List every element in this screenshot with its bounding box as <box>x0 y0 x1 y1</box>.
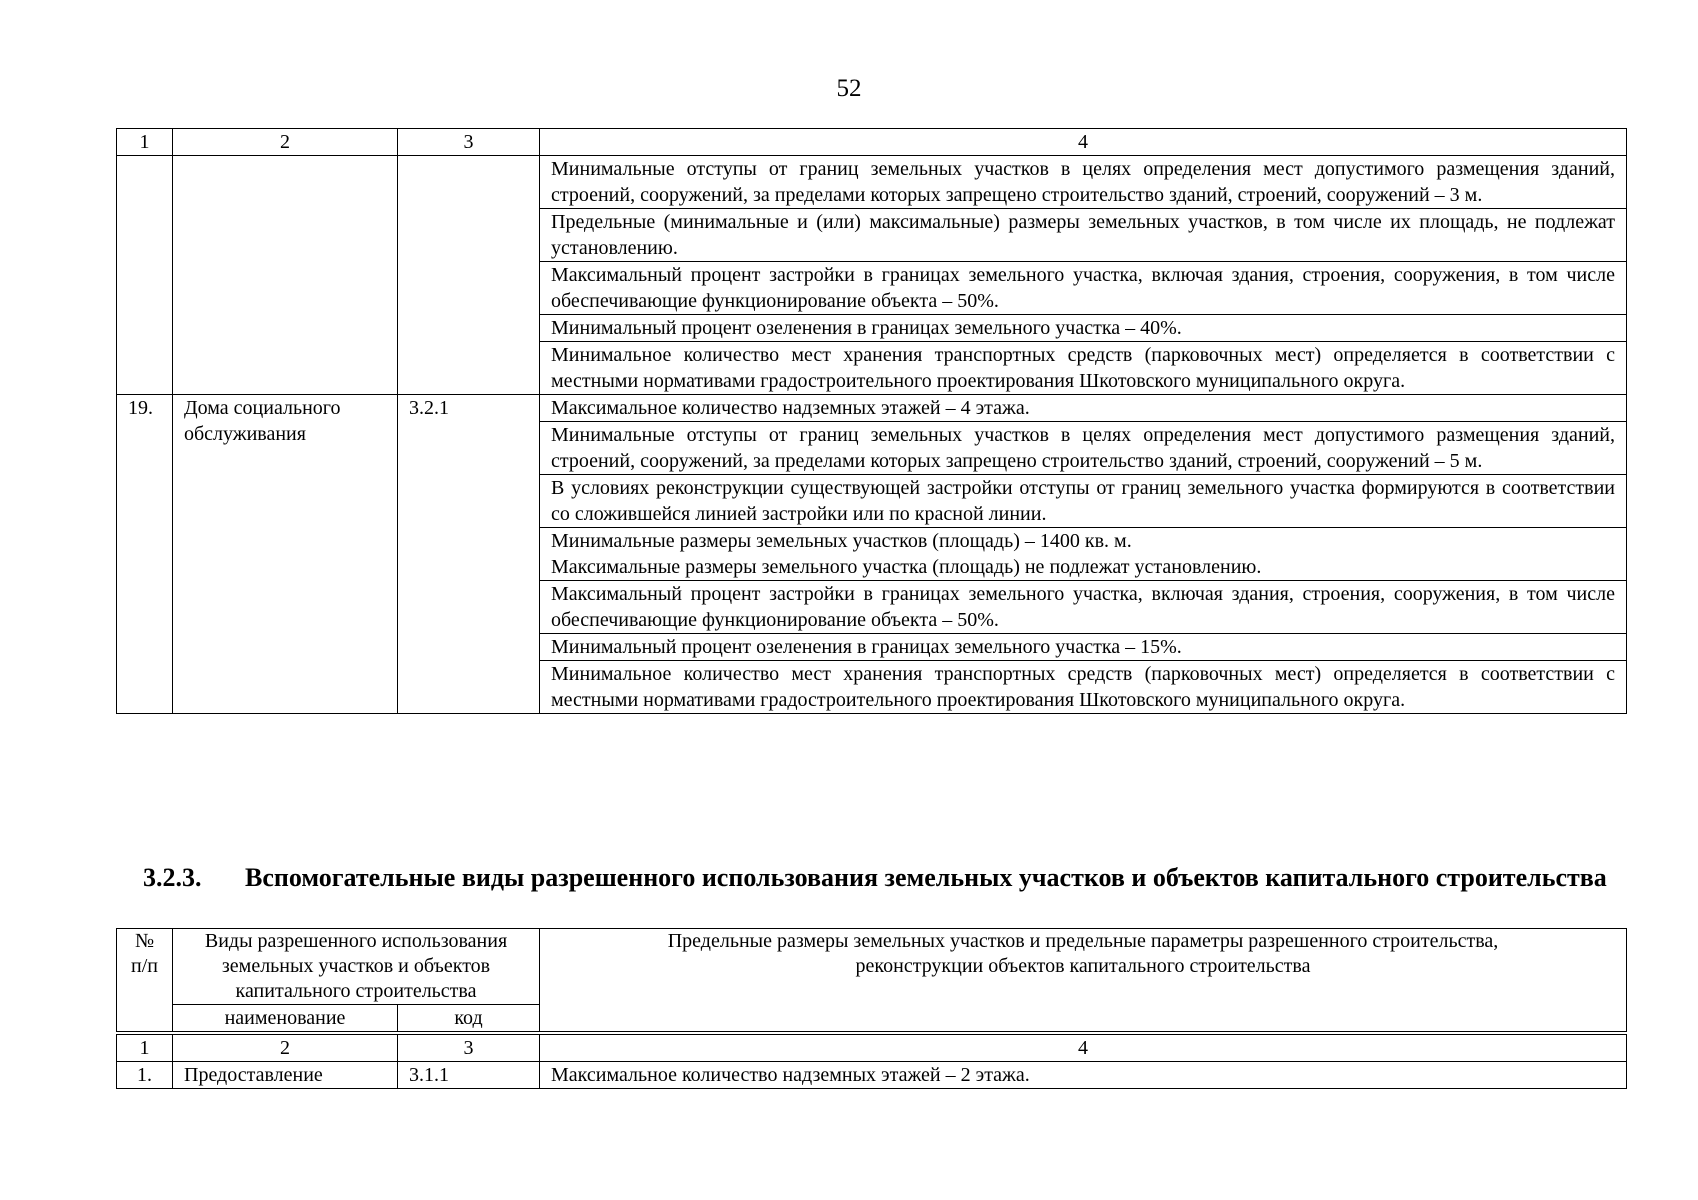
parameter-cell: Минимальное количество мест хранения транспортных средств (парковочных мест) определяется в соответствии с местными нормативами градостроительного проектирования Шкотовского муниципального округа. <box>540 342 1627 395</box>
use-code-cell: 3.2.1 <box>398 395 540 714</box>
auxiliary-uses-table <box>116 928 1627 1089</box>
header-text-line: п/п <box>131 955 158 977</box>
use-name-cell <box>173 395 398 714</box>
header-use-kinds <box>173 929 540 1005</box>
parameter-cell: Максимальное количество надземных этажей – 4 этажа. <box>540 395 1627 422</box>
parameter-cell: В условиях реконструкции существующей застройки отступы от границ земельного участка формируются в соответствии со сложившейся линией застройки или по красной линии. <box>540 475 1627 528</box>
section-number: 3.2.3. <box>143 863 202 892</box>
header-name: наименование <box>173 1005 398 1034</box>
column-number-2: 2 <box>173 129 398 156</box>
column-number-4: 4 <box>540 129 1627 156</box>
parameter-cell: Предельные (минимальные и (или) максимальные) размеры земельных участков, в том числе их площадь, не подлежат установлению. <box>540 209 1627 262</box>
header-parameters <box>540 929 1627 1034</box>
table-row <box>117 395 1627 422</box>
parameter-cell: Максимальное количество надземных этажей – 2 этажа. <box>540 1062 1627 1089</box>
table-header-numbering-row <box>117 1033 1627 1062</box>
parameter-cell: Минимальное количество мест хранения транспортных средств (парковочных мест) определяется в соответствии с местными нормативами градостроительного проектирования Шкотовского муниципального округа. <box>540 661 1627 714</box>
header-text-line: земельных участков и объектов <box>221 955 491 977</box>
section-title: Вспомогательные виды разрешенного использования земельных участков и объектов капитального строительства <box>245 863 1607 892</box>
use-name-line: обслуживания <box>184 423 306 445</box>
header-text-line: Виды разрешенного использования <box>204 930 508 952</box>
use-code-cell: 3.1.1 <box>398 1062 540 1089</box>
table-row <box>117 156 1627 209</box>
parameter-cell: Максимальный процент застройки в границах земельного участка, включая здания, строения, сооружения, в том числе обеспечивающие функционирование объекта – 50%. <box>540 581 1627 634</box>
column-number-1: 1 <box>117 1033 173 1062</box>
table-header-row <box>117 929 1627 1005</box>
parameter-cell: Минимальный процент озеленения в границах земельного участка – 40%. <box>540 315 1627 342</box>
column-number-2: 2 <box>173 1033 398 1062</box>
table-header-numbering-row <box>117 129 1627 156</box>
parameter-cell <box>540 528 1627 581</box>
header-text-line: реконструкции объектов капитального строительства <box>855 955 1311 977</box>
row-number-cell: 1. <box>117 1062 173 1089</box>
section-heading <box>143 862 1626 894</box>
header-row-number <box>117 929 173 1034</box>
header-text-line: Предельные размеры земельных участков и предельные параметры разрешенного строительства, <box>667 930 1499 952</box>
continued-code-cell <box>398 156 540 395</box>
parameter-cell: Минимальные отступы от границ земельных участков в целях определения мест допустимого размещения зданий, строений, сооружений, за пределами которых запрещено строительство зданий, строений, сооружений – 3 м. <box>540 156 1627 209</box>
header-text-line: капитального строительства <box>235 980 477 1002</box>
continued-number-cell <box>117 156 173 395</box>
parameter-cell: Максимальный процент застройки в границах земельного участка, включая здания, строения, сооружения, в том числе обеспечивающие функционирование объекта – 50%. <box>540 262 1627 315</box>
column-number-4: 4 <box>540 1033 1627 1062</box>
column-number-3: 3 <box>398 1033 540 1062</box>
header-code: код <box>398 1005 540 1034</box>
column-number-1: 1 <box>117 129 173 156</box>
parameter-cell: Минимальные отступы от границ земельных участков в целях определения мест допустимого размещения зданий, строений, сооружений, за пределами которых запрещено строительство зданий, строений, сооружений – 5 м. <box>540 422 1627 475</box>
parameter-line: Минимальные размеры земельных участков (площадь) – 1400 кв. м. <box>551 530 1132 552</box>
row-number-cell: 19. <box>117 395 173 714</box>
parameter-line: Максимальные размеры земельного участка (площадь) не подлежат установлению. <box>551 556 1262 578</box>
use-name-cell: Предоставление <box>173 1062 398 1089</box>
use-name-line: Дома социального <box>184 397 341 419</box>
page-number: 52 <box>836 75 862 102</box>
continued-name-cell <box>173 156 398 395</box>
column-number-3: 3 <box>398 129 540 156</box>
table-row <box>117 1062 1627 1089</box>
parameters-table-continued <box>116 128 1627 714</box>
header-text-line: № <box>134 930 155 952</box>
parameter-cell: Минимальный процент озеленения в границах земельного участка – 15%. <box>540 634 1627 661</box>
